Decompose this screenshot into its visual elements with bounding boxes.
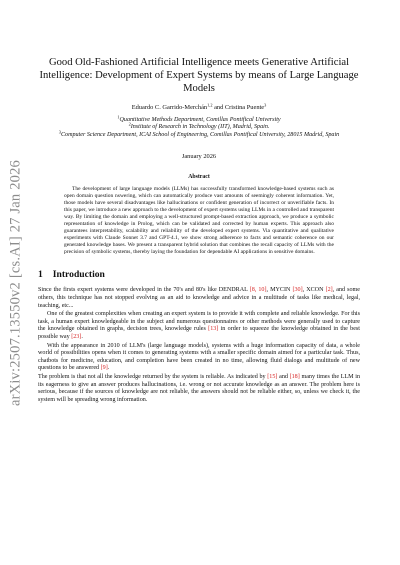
affiliation-3-marker: 3 xyxy=(58,129,61,135)
abstract-body xyxy=(64,186,334,255)
paragraph-text: Since the firsts expert systems were developed in the 70's and 80's like DENDRAL xyxy=(38,287,250,294)
author-1-affiliation-marker: 1,2 xyxy=(207,102,213,108)
paragraph-text: , MYCIN xyxy=(266,287,293,294)
author-line xyxy=(38,104,360,112)
paragraph xyxy=(38,311,360,341)
citation-link[interactable]: [2] xyxy=(325,287,333,294)
arxiv-identifier-stamp xyxy=(6,158,26,408)
arxiv-id-text: arXiv:2507.13550v2 [cs.AI] 27 Jan 2026 xyxy=(7,159,24,407)
abstract-heading: Abstract xyxy=(188,174,210,181)
paragraph-text: One of the greatest complexities when creating an expert system is to provide it with complete and reliable knowledge. For this task, a human expert knowledgeable in the subject and numerous questionnaires or other methods were generally used to capture the knowledge obtained in graphs, decision trees, knowledge rules xyxy=(38,311,360,333)
paragraph-text: , XCON xyxy=(302,287,326,294)
citation-link[interactable]: [13] xyxy=(208,326,219,333)
paragraph-text: in order to squeeze the knowledge obtained in the best possible way xyxy=(38,326,360,341)
section-number: 1 xyxy=(38,269,43,281)
section-heading xyxy=(38,269,360,280)
abstract-text: The development of large language models (LLMs) has successfully transformed knowledge-based systems such as open domain question nswering, which can automatically produce vast amounts of seemingly coherent information. Yet, those models have several disadvantages like hallucinations or confident generation of incorrect or unverifiable facts. In this paper, we introduce a new approach to the development of expert systems using LLMs in a controlled and transparent way. By limiting the domain and employing a well-structured prompt-based extraction approach, we produce a symbolic representation of knowledge in Prolog, which can be validated and corrected by human experts. This approach also guarantees interpretability, scalability and reliability of the developed expert systems. Via quantitative and qualitative experiments with Claude Sonnet 3.7 and GPT-4.1, we show strong adherence to facts and semantic coherence on our generated knowledge bases. We present a transparent hybrid solution that combines the recall capacity of LLMs with the precision of symbolic systems, thereby laying the foundation for dependable AI applications in sensitive domains. xyxy=(64,186,334,255)
affiliation-1-text: Quantitative Methods Department, Comillas Pontifical University xyxy=(119,116,281,123)
citation-link[interactable]: [9] xyxy=(100,365,108,372)
affiliation-2-text: Institute of Research in Technology (IIT), Madrid, Spain. xyxy=(130,124,270,131)
citation-link[interactable]: [18] xyxy=(289,373,300,380)
paper-page xyxy=(38,56,360,404)
citation-link[interactable]: [30] xyxy=(292,287,303,294)
publication-date: January 2026 xyxy=(181,153,217,161)
affiliation-2-marker: 2 xyxy=(128,121,131,127)
paragraph-text: . xyxy=(81,334,83,341)
paragraph-text: many times the LLM in its eagerness to give an answer produces hallucinations, i.e. wrong or not accurate knowledge as an answer. The problem here is serious, because if the sources of knowledge are not reliable, the answers should not be reliable either, so, unless we check it, the system will be spreading wrong information. xyxy=(38,373,361,403)
paragraph-text: The problem is that not all the knowledge returned by the system is reliable. As indicated by xyxy=(38,373,268,380)
citation-link[interactable]: [23] xyxy=(71,334,82,341)
paragraph-text: and xyxy=(277,373,290,380)
citation-link[interactable]: [8, 10] xyxy=(249,287,267,294)
paper-title: Good Old-Fashioned Artificial Intelligence meets Generative Artificial Intelligence: Development of Expert Systems by means of Large Language Models xyxy=(39,57,359,95)
paragraph-text: With the appearance in 2010 of LLM's (large language models), systems with a huge information capacity of data, a whole world of possibilities opens when it comes to generating systems with a smaller specific domain aimed for a particular task. Thus, chatbots for medicine, education, and completion have been created in no time, allowing fluid dialogs and multitude of new questions to be answered xyxy=(38,342,360,372)
paragraph xyxy=(38,374,360,404)
paragraph-text: . xyxy=(107,365,110,372)
paragraph-text: , and some others, this technique has not stopped evolving as an aid to knowledge and advice in a multitude of tasks like medical, legal, teaching, etc... xyxy=(38,287,360,309)
introduction-body xyxy=(38,287,360,404)
section-title: Introduction xyxy=(52,269,105,281)
affiliation-3-text: Computer Science Department, ICAI School of Engineering, Comillas Pontifical University, 28015 Madrid, Spain xyxy=(60,131,340,138)
paragraph xyxy=(38,287,360,310)
paragraph xyxy=(38,343,360,373)
author-1-name: Eduardo C. Garrido-Merchán xyxy=(131,103,208,111)
author-conjunction: and Cristina Puente xyxy=(212,103,265,111)
citation-link[interactable]: [15] xyxy=(267,373,278,380)
author-2-affiliation-marker: 3 xyxy=(264,102,267,108)
affiliation-1-marker: 1 xyxy=(117,114,120,120)
affiliation-3 xyxy=(38,129,360,140)
